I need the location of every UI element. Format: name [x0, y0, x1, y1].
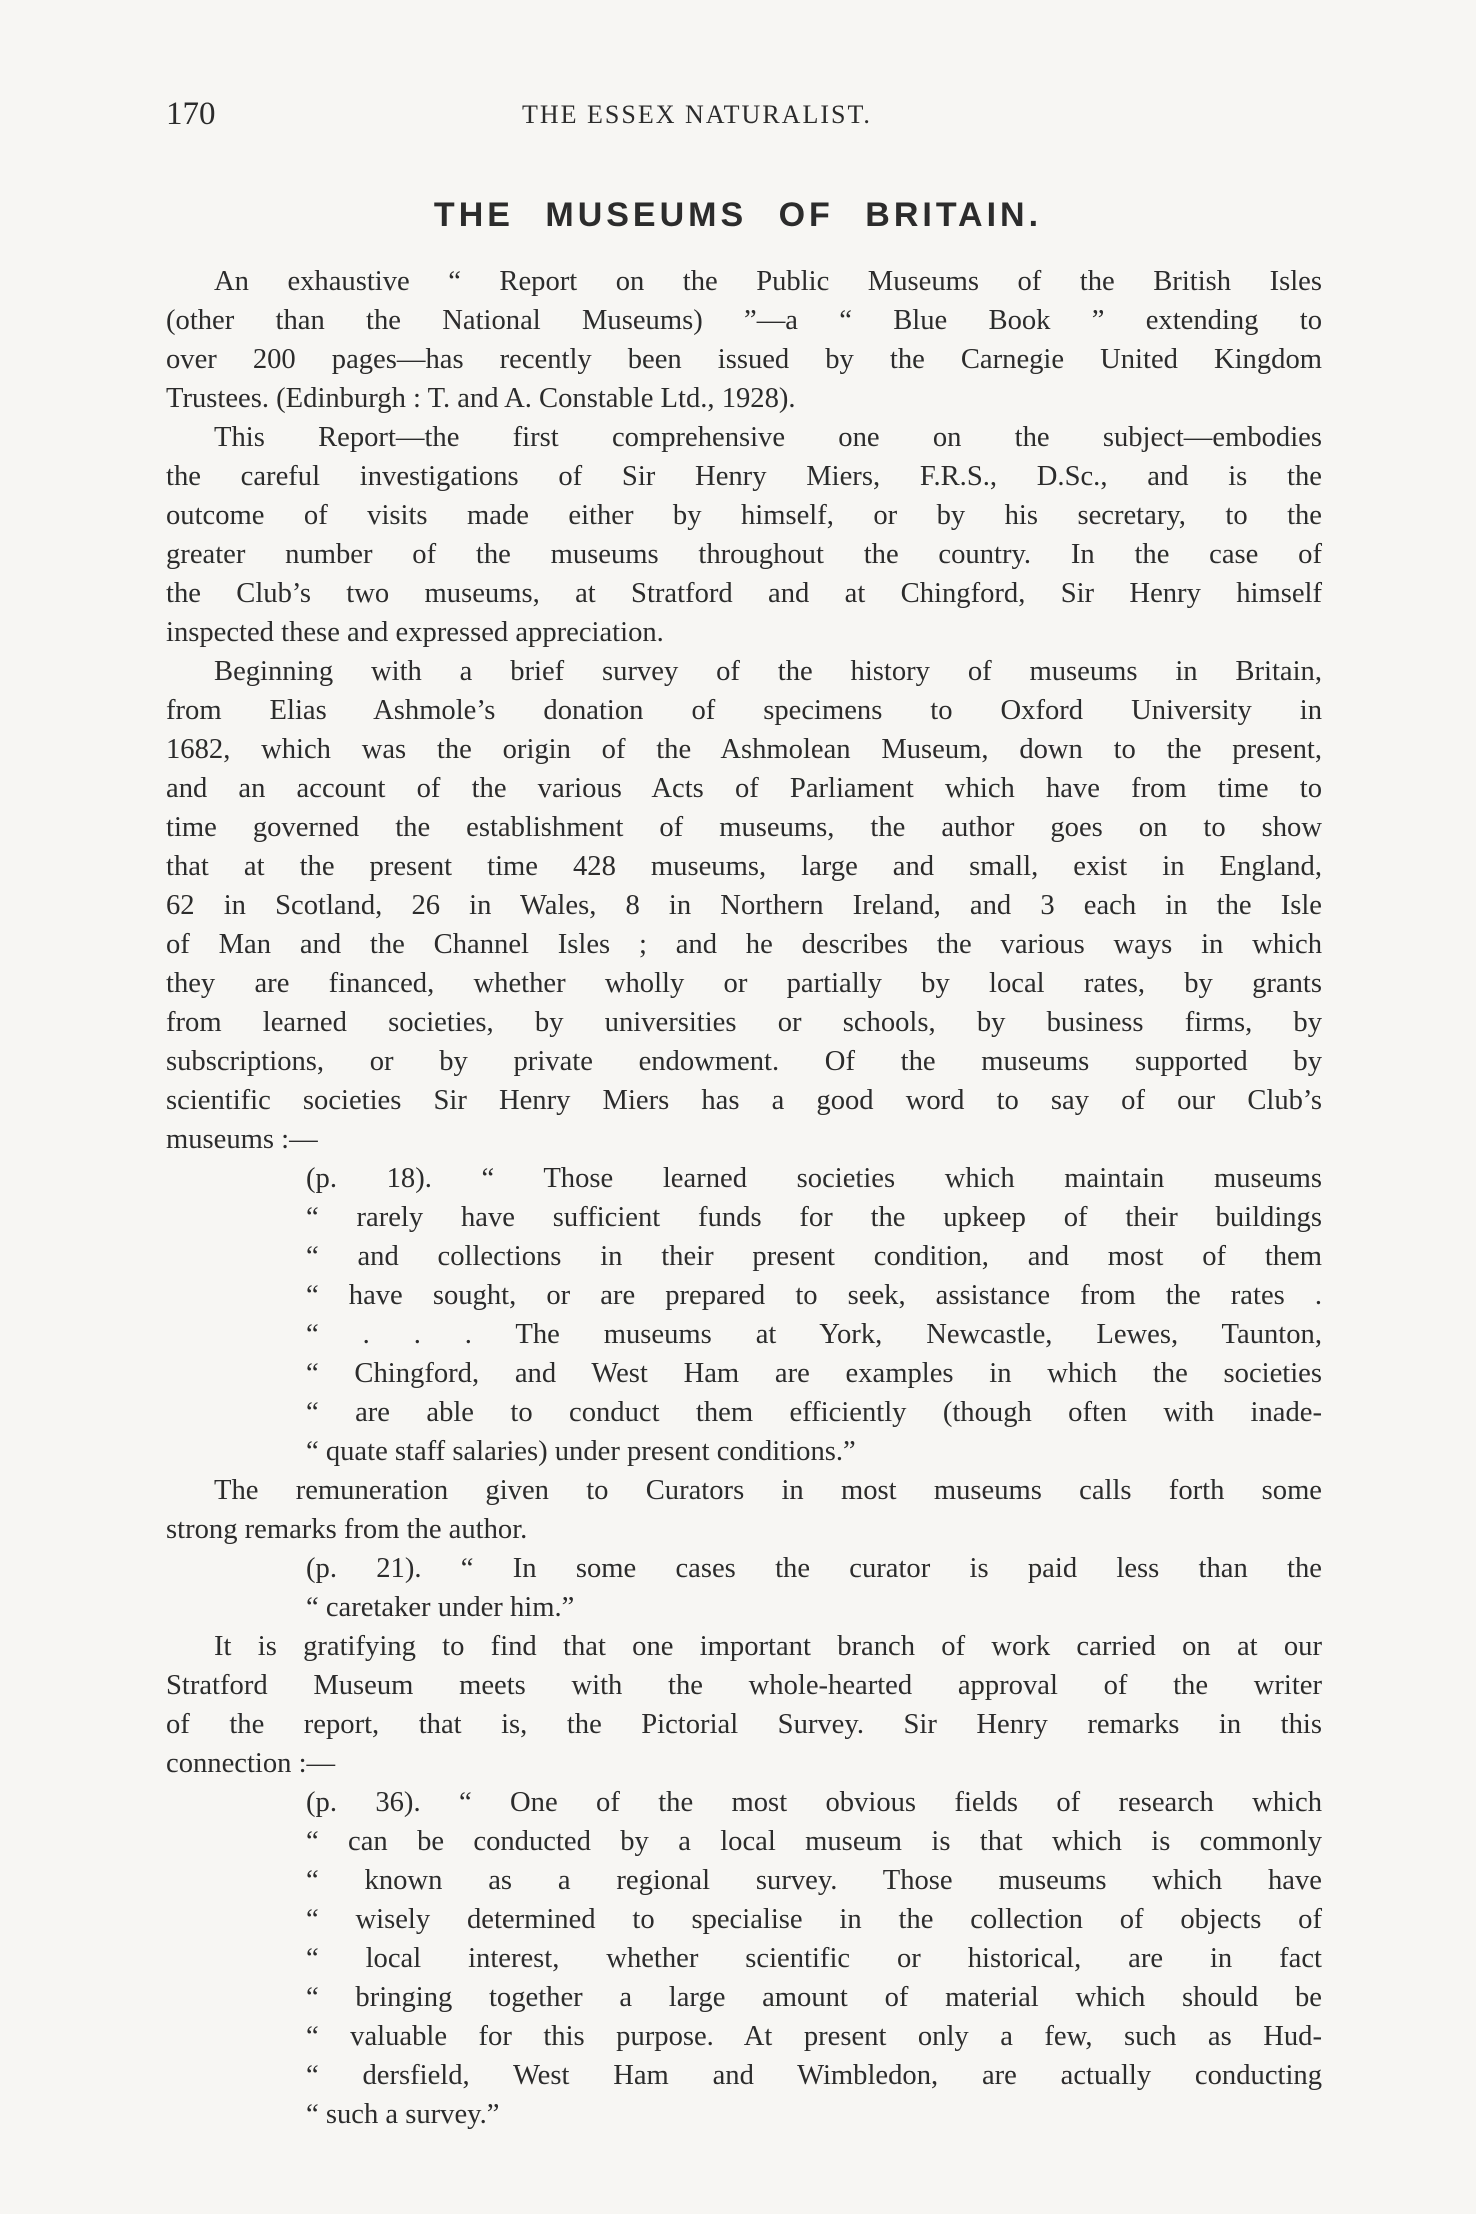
text-line: strong remarks from the author. [166, 1514, 528, 1545]
journal-title: THE ESSEX NATURALIST. [522, 100, 872, 129]
quote-line: “ dersfield, West Ham and Wimbledon, are actually conducting [306, 2060, 1322, 2091]
text-line: time governed the establishment of museums, the author goes on to show [166, 812, 1322, 843]
text-line: Stratford Museum meets with the whole-hearted approval of the writer [166, 1670, 1322, 1701]
text-line: subscriptions, or by private endowment. Of the museums supported by [166, 1046, 1322, 1077]
text-line: of Man and the Channel Isles ; and he describes the various ways in which [166, 929, 1322, 960]
text-line: from learned societies, by universities or schools, by business firms, by [166, 1007, 1322, 1038]
text-line: Trustees. (Edinburgh : T. and A. Constable Ltd., 1928). [166, 383, 796, 414]
text-line: outcome of visits made either by himself, or by his secretary, to the [166, 500, 1322, 531]
quote-line: “ bringing together a large amount of material which should be [306, 1982, 1322, 2013]
text-line: Beginning with a brief survey of the history of museums in Britain, [214, 656, 1322, 687]
quote-line: “ known as a regional survey. Those museums which have [306, 1865, 1322, 1896]
quote-line: “ and collections in their present condition, and most of them [306, 1241, 1322, 1272]
text-line: that at the present time 428 museums, large and small, exist in England, [166, 851, 1322, 882]
text-line: inspected these and expressed appreciation. [166, 617, 664, 648]
quote-line: “ caretaker under him.” [306, 1592, 575, 1623]
quote-line: (p. 36). “ One of the most obvious fields of research which [306, 1787, 1322, 1818]
text-line: This Report—the first comprehensive one on the subject—embodies [214, 422, 1322, 453]
article-title: THE MUSEUMS OF BRITAIN. [433, 196, 1043, 234]
quote-line: “ can be conducted by a local museum is that which is commonly [306, 1826, 1322, 1857]
quote-line: “ local interest, whether scientific or historical, are in fact [306, 1943, 1322, 1974]
quote-line: (p. 18). “ Those learned societies which maintain museums [306, 1163, 1322, 1194]
article-body [166, 262, 1322, 2134]
text-line: of the report, that is, the Pictorial Survey. Sir Henry remarks in this [166, 1709, 1322, 1740]
quote-line: “ quate staff salaries) under present conditions.” [306, 1436, 856, 1467]
text-line: scientific societies Sir Henry Miers has a good word to say of our Club’s [166, 1085, 1322, 1116]
quote-line: “ have sought, or are prepared to seek, assistance from the rates . [306, 1280, 1322, 1311]
quote-line: “ are able to conduct them efficiently (though often with inade- [306, 1397, 1322, 1428]
quote-line: “ . . . The museums at York, Newcastle, Lewes, Taunton, [306, 1319, 1322, 1350]
text-line: the careful investigations of Sir Henry Miers, F.R.S., D.Sc., and is the [166, 461, 1322, 492]
text-line: the Club’s two museums, at Stratford and at Chingford, Sir Henry himself [166, 578, 1322, 609]
text-line: 62 in Scotland, 26 in Wales, 8 in Northern Ireland, and 3 each in the Isle [166, 890, 1322, 921]
quote-line: “ such a survey.” [306, 2099, 500, 2130]
text-line: It is gratifying to find that one important branch of work carried on at our [214, 1631, 1322, 1662]
text-line: (other than the National Museums) ”—a “ Blue Book ” extending to [166, 305, 1322, 336]
text-line: they are financed, whether wholly or partially by local rates, by grants [166, 968, 1322, 999]
quote-line: “ valuable for this purpose. At present only a few, such as Hud- [306, 2021, 1322, 2052]
text-line: An exhaustive “ Report on the Public Museums of the British Isles [214, 266, 1322, 297]
quote-line: (p. 21). “ In some cases the curator is paid less than the [306, 1553, 1322, 1584]
text-line: over 200 pages—has recently been issued by the Carnegie United Kingdom [166, 344, 1322, 375]
text-line: 1682, which was the origin of the Ashmolean Museum, down to the present, [166, 734, 1322, 765]
text-line: museums :— [166, 1124, 318, 1155]
quote-line: “ rarely have sufficient funds for the upkeep of their buildings [306, 1202, 1322, 1233]
text-line: connection :— [166, 1748, 336, 1779]
text-line: greater number of the museums throughout the country. In the case of [166, 539, 1322, 570]
text-line: The remuneration given to Curators in most museums calls forth some [214, 1475, 1322, 1506]
running-head [0, 96, 1476, 136]
quote-line: “ Chingford, and West Ham are examples in which the societies [306, 1358, 1322, 1389]
page-number: 170 [166, 96, 216, 132]
text-line: from Elias Ashmole’s donation of specimens to Oxford University in [166, 695, 1322, 726]
text-line: and an account of the various Acts of Parliament which have from time to [166, 773, 1322, 804]
quote-line: “ wisely determined to specialise in the collection of objects of [306, 1904, 1322, 1935]
